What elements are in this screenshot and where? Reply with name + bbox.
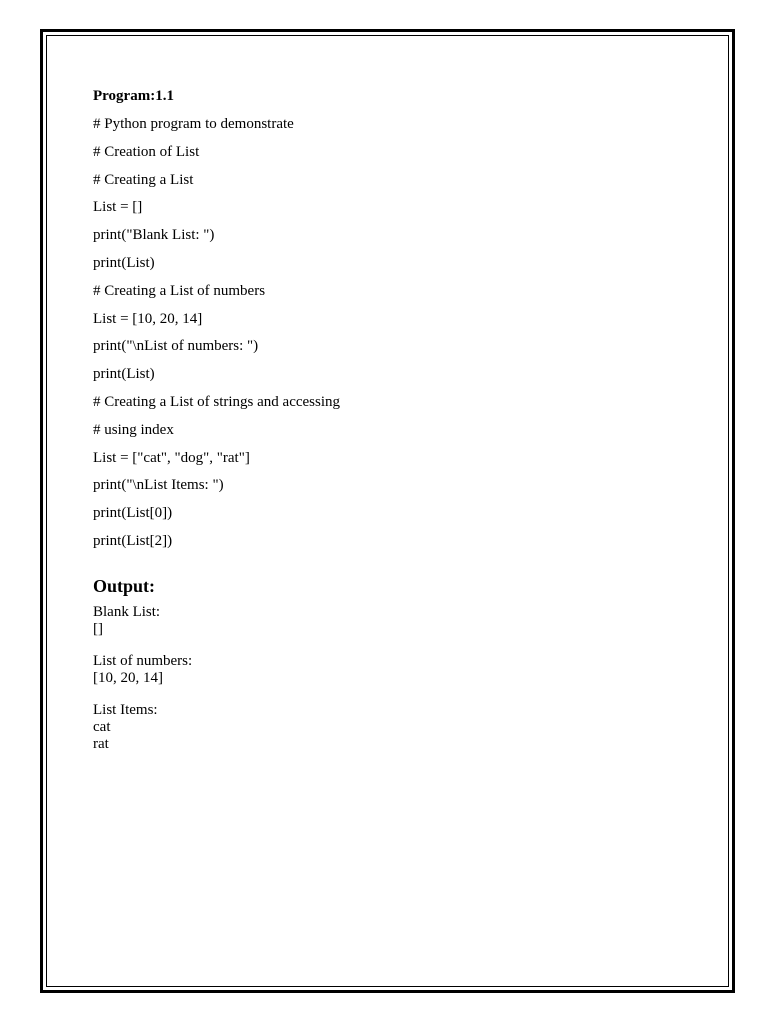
- output-group-numbers: [93, 653, 693, 687]
- code-line: print(List): [93, 254, 155, 271]
- output-line: List Items:: [93, 701, 158, 718]
- output-heading: Output:: [93, 575, 156, 596]
- code-line: print("Blank List: "): [93, 227, 215, 244]
- code-line: print("\nList of numbers: "): [93, 338, 259, 355]
- output-line: cat: [93, 718, 111, 735]
- document-content: [93, 86, 693, 768]
- code-line: # Creating a List of numbers: [93, 282, 266, 299]
- code-line: # Creating a List: [93, 171, 194, 188]
- code-line: # using index: [93, 421, 174, 438]
- code-line: List = [10, 20, 14]: [93, 310, 203, 327]
- output-line: rat: [93, 735, 109, 752]
- output-line: [10, 20, 14]: [93, 669, 163, 686]
- output-line: []: [93, 620, 103, 637]
- code-line: List = ["cat", "dog", "rat"]: [93, 449, 250, 466]
- output-block: [93, 604, 693, 753]
- code-line: # Creation of List: [93, 143, 200, 160]
- code-line: List = []: [93, 199, 143, 216]
- code-line: print(List[0]): [93, 505, 173, 522]
- code-line: print("\nList Items: "): [93, 477, 224, 494]
- code-line: # Creating a List of strings and accessing: [93, 393, 341, 410]
- code-listing: [93, 114, 693, 551]
- output-group-blank-list: [93, 604, 693, 638]
- program-title: Program:1.1: [93, 88, 174, 104]
- output-group-items: [93, 702, 693, 753]
- code-line: print(List[2]): [93, 532, 173, 549]
- code-line: print(List): [93, 366, 155, 383]
- code-line: # Python program to demonstrate: [93, 116, 294, 132]
- output-line: List of numbers:: [93, 652, 193, 669]
- output-line: Blank List:: [93, 603, 161, 620]
